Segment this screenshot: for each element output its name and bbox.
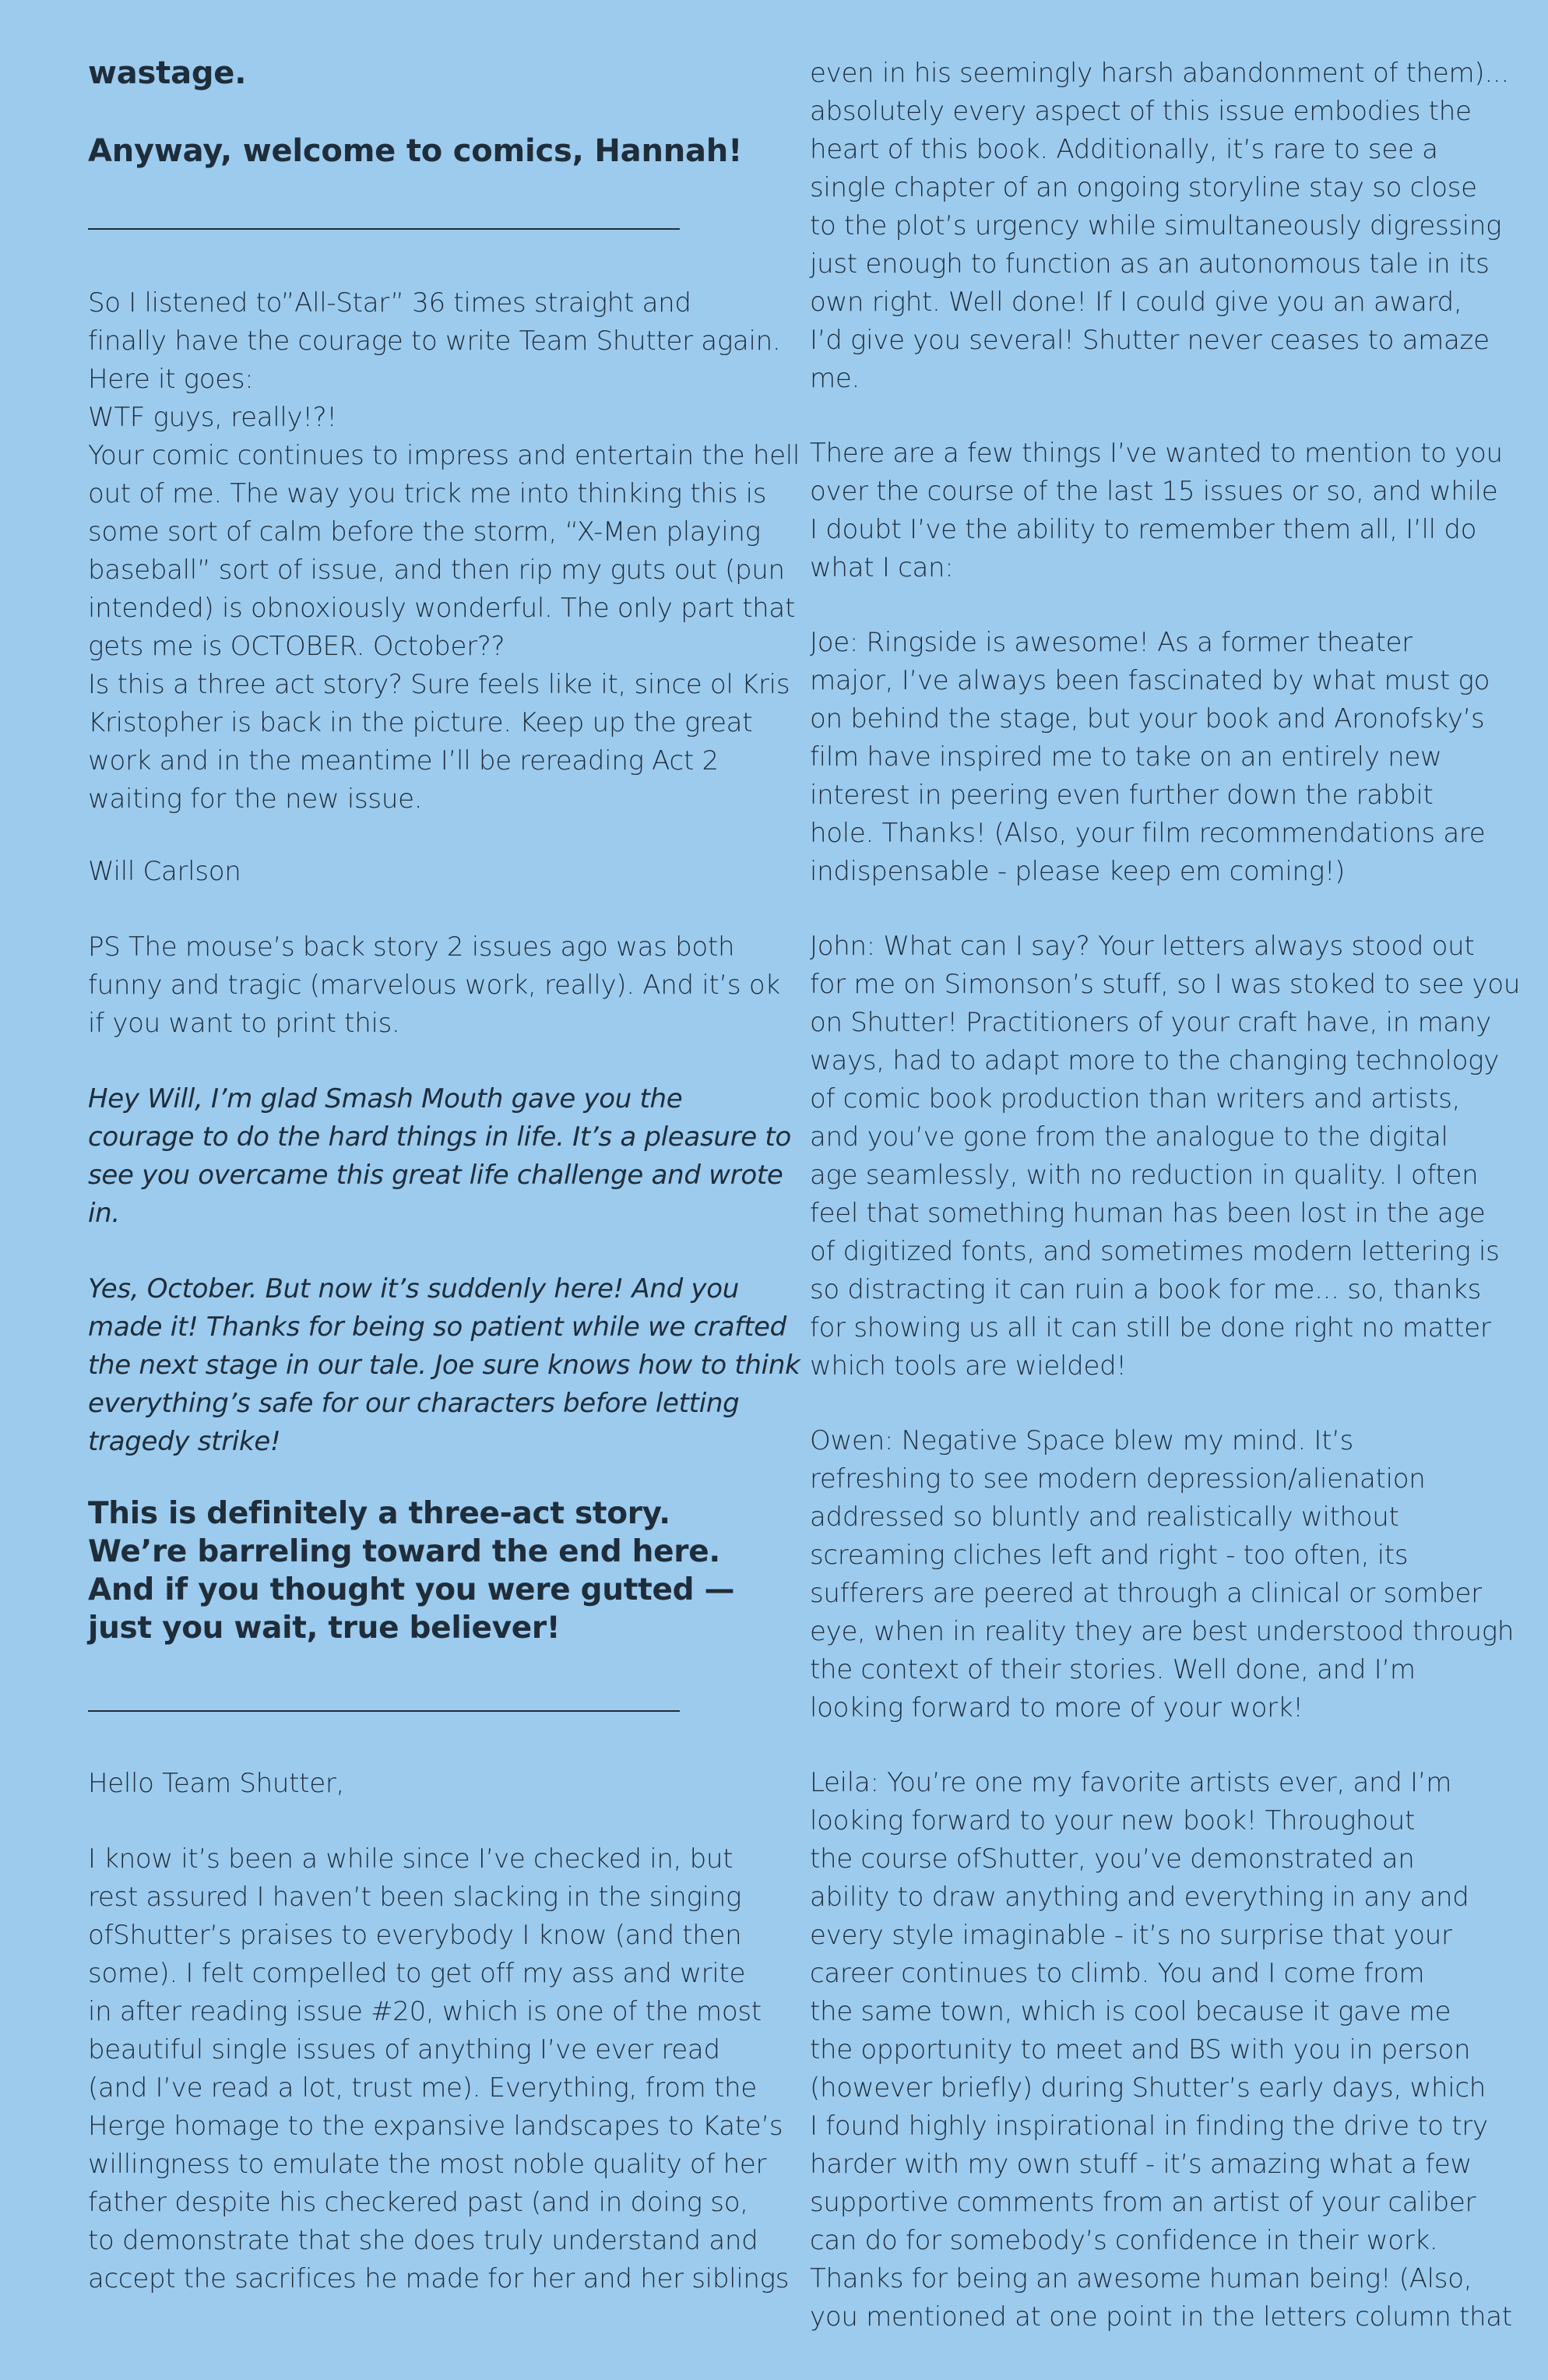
letter-line: hole. Thanks! (Also, your film recommendations are [810,818,1486,849]
letter-line: to the plot’s urgency while simultaneously digressing [810,210,1502,241]
letter-line: some sort of calm before the storm, “X-Men playing [88,516,761,547]
letter-line: the opportunity to meet and BS with you in person [810,2034,1471,2065]
letter-line: the context of their stories. Well done, and I’m [810,1654,1416,1685]
letter-line: on Shutter! Practitioners of your craft have, in many [810,1007,1491,1038]
reply-bold-line: We’re barreling toward the end here. [88,1534,720,1569]
section-divider [88,228,680,230]
letter-line: work and in the meantime I’ll be rereading Act 2 [88,745,719,776]
letter-line: own right. Well done! If I could give you an award, [810,287,1462,318]
letter-line: WTF guys, really!?! [88,402,337,433]
letter-line: Is this a three act story? Sure feels like it, since ol Kris [88,669,790,700]
letter-line: Leila: You’re one my favorite artists ever, and I’m [810,1767,1452,1798]
reply-line: tragedy strike! [88,1426,281,1457]
letter-line: Here it goes: [88,364,254,395]
letter-line: Kristopher is back in the picture. Keep up the great [88,707,753,738]
letter-line: harder with my own stuff - it’s amazing what a few [810,2149,1472,2180]
letter-line: (and I’ve read a lot, trust me). Everything, from the [88,2072,757,2104]
letter-line: of comic book production than writers and artists, [810,1083,1461,1114]
heading-welcome: Anyway, welcome to comics, Hannah! [88,133,743,169]
letter-line: So I listened to”All-Star” 36 times straight and [88,287,691,319]
letter-line: screaming cliches left and right - too often, its [810,1540,1409,1571]
letter-line: refreshing to see modern depression/alienation [810,1463,1426,1495]
reply-line: made it! Thanks for being so patient while we crafted [88,1311,786,1343]
reply-line: courage to do the hard things in life. It’s a pleasure to [88,1121,791,1153]
letter-line: me. [810,363,860,394]
letter-line: ofShutter’s praises to everybody I know (and then [88,1920,742,1951]
letter-line: which tools are wielded! [810,1350,1127,1382]
letter-line: for showing us all it can still be done right no matter [810,1312,1491,1343]
letter-line: rest assured I haven’t been slacking in the singing [88,1882,742,1913]
letter-line: (however briefly) during Shutter’s early days, which [810,2072,1486,2104]
letter-line: baseball” sort of issue, and then rip my guts out (pun [88,555,785,586]
letter-line: on behind the stage, but your book and Aronofsky’s [810,703,1485,734]
letter-line: Joe: Ringside is awesome! As a former theater [810,627,1413,658]
letter-line: Your comic continues to impress and entertain the hell [88,440,800,471]
letter-line: can do for somebody’s confidence in their work. [810,2225,1438,2256]
letter-line: father despite his checkered past (and in doing so, [88,2187,748,2218]
letter-line: even in his seemingly harsh abandonment of them)... [810,58,1509,89]
letter-ps-line: funny and tragic (marvelous work, really). And it’s ok [88,970,780,1001]
letter-line: accept the sacrifices he made for her and her siblings [88,2263,790,2294]
letter-line: I know it’s been a while since I’ve checked in, but [88,1843,734,1875]
letter-line: every style imaginable - it’s no surprise that your [810,1920,1452,1951]
reply-line: Yes, October. But now it’s suddenly here! And you [88,1273,739,1304]
reply-line: the next stage in our tale. Joe sure knows how to think [88,1350,800,1381]
letter-line: and you’ve gone from the analogue to the digital [810,1121,1448,1153]
letter-line: gets me is OCTOBER. October?? [88,631,505,662]
letter-line: Owen: Negative Space blew my mind. It’s [810,1425,1354,1456]
letter-line: in after reading issue #20, which is one of the most [88,1996,762,2027]
letter-line: of digitized fonts, and sometimes modern lettering is [810,1236,1500,1267]
letter-line: absolutely every aspect of this issue embodies the [810,96,1472,127]
letter-line: feel that something human has been lost in the age [810,1198,1486,1229]
letter-line: so distracting it can ruin a book for me... so, thanks [810,1274,1481,1305]
letter-line: I’d give you several! Shutter never ceases to amaze [810,325,1490,356]
letter-greeting: Hello Team Shutter, [88,1768,345,1799]
reply-bold-line: This is definitely a three-act story. [88,1496,670,1531]
letter-signature: Will Carlson [88,856,241,887]
letter-line: I doubt I’ve the ability to remember them all, I’ll do [810,514,1477,545]
letter-line: looking forward to your new book! Throughout [810,1805,1416,1836]
letter-line: waiting for the new issue. [88,783,423,815]
letter-line: you mentioned at one point in the letters column that [810,2301,1512,2332]
heading-wastage: wastage. [88,55,247,91]
section-divider [88,1710,680,1712]
letter-line: sufferers are peered at through a clinical or somber [810,1578,1482,1609]
reply-line: Hey Will, I’m glad Smash Mouth gave you the [88,1083,683,1114]
letter-line: willingness to emulate the most noble quality of her [88,2149,767,2180]
letter-line: for me on Simonson’s stuff, so I was stoked to see you [810,969,1521,1000]
letter-line: Thanks for being an awesome human being! (Also, [810,2263,1472,2294]
letter-line: intended) is obnoxiously wonderful. The only part that [88,593,795,624]
letter-line: just enough to function as an autonomous tale in its [810,248,1490,280]
letter-line: ability to draw anything and everything in any and [810,1882,1469,1913]
letter-line: some). I felt compelled to get off my ass and write [88,1958,746,1989]
letter-line: Herge homage to the expansive landscapes to Kate’s [88,2111,783,2142]
letter-line: supportive comments from an artist of your caliber [810,2187,1476,2218]
reply-line: see you overcame this great life challenge and wrote [88,1160,783,1191]
letter-line: finally have the courage to write Team Shutter again. [88,326,781,357]
letter-ps-line: PS The mouse’s back story 2 issues ago was both [88,931,735,963]
letter-line: John: What can I say? Your letters always stood out [810,931,1475,962]
letter-line: career continues to climb. You and I come from [810,1958,1425,1989]
letter-line: what I can: [810,552,954,583]
letter-line: heart of this book. Additionally, it’s rare to see a [810,134,1438,165]
letter-line: indispensable - please keep em coming!) [810,856,1346,887]
letter-line: ways, had to adapt more to the changing technology [810,1045,1500,1076]
reply-bold-line: And if you thought you were gutted — [88,1572,735,1607]
letter-line: age seamlessly, with no reduction in quality. I often [810,1160,1479,1191]
letter-line: to demonstrate that she does truly understand and [88,2225,758,2256]
letter-line: addressed so bluntly and realistically without [810,1502,1399,1533]
letter-line: looking forward to more of your work! [810,1692,1303,1723]
letter-line: the same town, which is cool because it gave me [810,1996,1451,2027]
reply-line: everything’s safe for our characters before letting [88,1388,740,1419]
letter-line: out of me. The way you trick me into thinking this is [88,478,767,509]
letter-line: major, I’ve always been fascinated by what must go [810,665,1490,696]
letter-line: single chapter of an ongoing storyline stay so close [810,172,1477,203]
letter-line: There are a few things I’ve wanted to mention to you [810,438,1503,469]
letter-line: film have inspired me to take on an entirely new [810,741,1442,773]
reply-line: in. [88,1198,120,1229]
reply-bold-line: just you wait, true believer! [88,1611,561,1646]
letter-line: beautiful single issues of anything I’ve ever read [88,2034,720,2065]
letter-line: interest in peering even further down the rabbit [810,780,1434,811]
letter-line: over the course of the last 15 issues or so, and while [810,476,1498,507]
letter-line: the course ofShutter, you’ve demonstrated an [810,1843,1415,1875]
letter-line: I found highly inspirational in finding the drive to try [810,2111,1488,2142]
letter-ps-line: if you want to print this. [88,1008,400,1039]
letter-line: eye, when in reality they are best understood through [810,1616,1515,1647]
